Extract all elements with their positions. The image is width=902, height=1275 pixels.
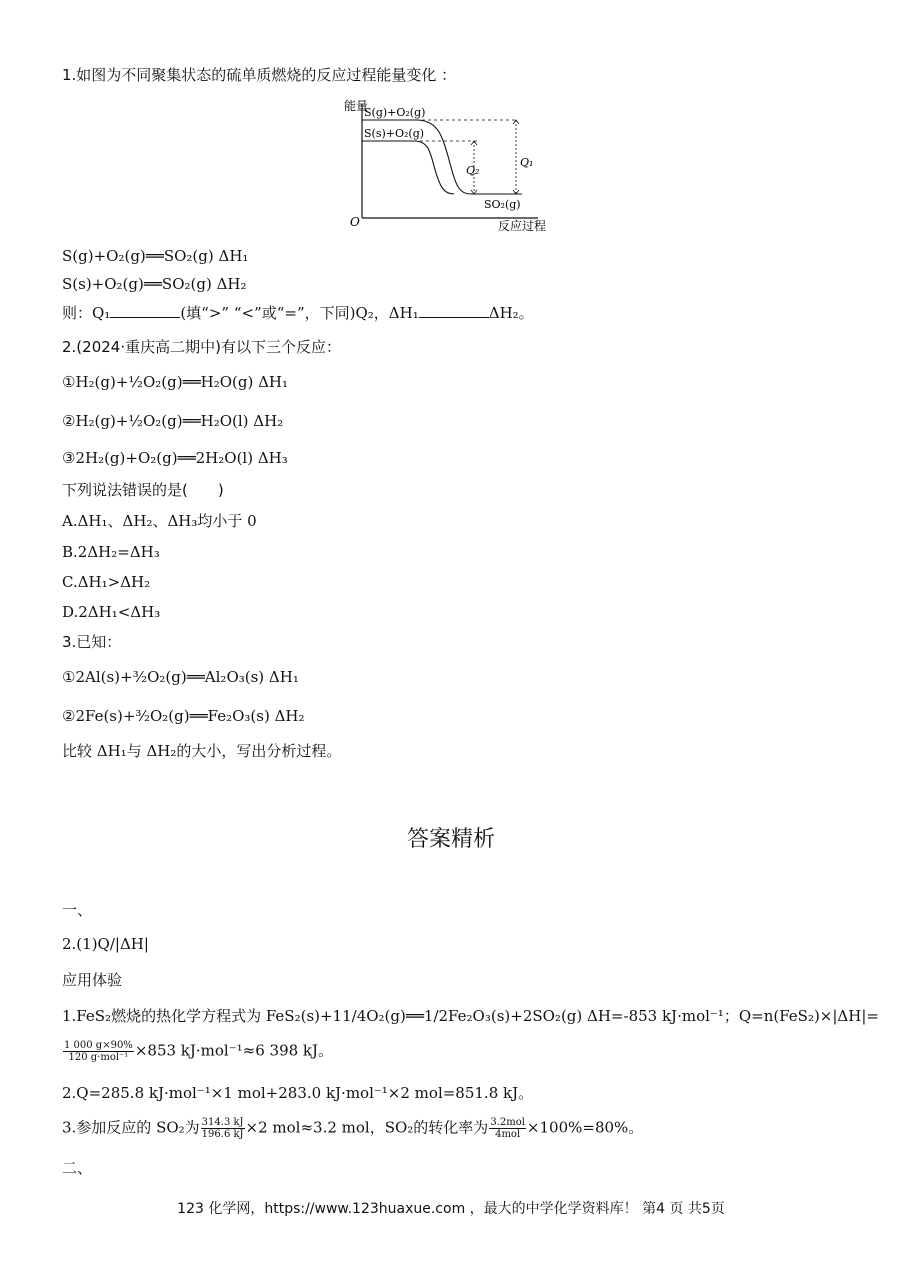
- fill-a: 则：Q₁: [62, 304, 111, 322]
- q2-option-b: B.2ΔH₂=ΔH₃: [62, 543, 160, 561]
- q2-option-a: A.ΔH₁、ΔH₂、ΔH₃均小于 0: [62, 512, 257, 530]
- q2-stem: 下列说法错误的是( ): [62, 481, 224, 499]
- answers-title: 答案精析: [406, 827, 495, 852]
- origin-label: O: [350, 215, 360, 229]
- q1-intro: 1.如图为不同聚集状态的硫单质燃烧的反应过程能量变化 ：: [62, 66, 457, 84]
- label-q2: Q₂: [466, 164, 480, 177]
- q1-eq1: S(g)+O₂(g)══SO₂(g) ΔH₁: [62, 247, 249, 265]
- fill-c: ΔH₂。: [488, 304, 534, 322]
- q2-r1: ①H₂(g)+½O₂(g)══H₂O(g) ΔH₁: [62, 373, 289, 391]
- answer-2-1: 2.(1)Q/|ΔH|: [62, 935, 149, 953]
- label-solid: S(s)+O₂(g): [364, 127, 425, 140]
- answer-1-line2: $\frac{1 000 g\times 90\%}{\text{120 g·mol⁻¹}}$ ×853 kJ·mol⁻¹≈6 398 kJ。: [64, 1040, 334, 1063]
- label-product: SO₂(g): [484, 198, 521, 211]
- answer-2: 2.Q=285.8 kJ·mol⁻¹×1 mol+283.0 kJ·mol⁻¹×2 mol=851.8 kJ。: [62, 1084, 534, 1102]
- section-1-heading: 一、: [62, 901, 93, 919]
- page-footer: 123 化学网，https://www.123huaxue.com ，最大的中学化学资料库！ 第4 页 共5页: [177, 1201, 725, 1217]
- q3-ask: 比较 ΔH₁与 ΔH₂的大小，写出分析过程。: [62, 742, 342, 760]
- q2-option-c: C.ΔH₁>ΔH₂: [62, 573, 151, 591]
- label-gas: S(g)+O₂(g): [364, 106, 426, 119]
- mass-fraction: $\frac{1 000 g\times 90\%}{\text{120 g·mol⁻¹}}$: [64, 1040, 133, 1063]
- fill-b: (填“>” “<”或“=”，下同)Q₂，ΔH₁: [180, 304, 419, 322]
- q2-option-d: D.2ΔH₁<ΔH₃: [62, 603, 161, 621]
- heat-ratio: $\frac{314.3 kJ}{196.6 kJ}$: [201, 1117, 244, 1140]
- section-2-heading: 二、: [62, 1159, 93, 1177]
- y-axis-label: 能量: [344, 99, 369, 113]
- mol-ratio: $\frac{\text{3.2mol}}{\text{4mol}}$: [490, 1117, 525, 1140]
- label-q1: Q₁: [520, 156, 534, 169]
- q3-r2: ②2Fe(s)+³⁄₂O₂(g)══Fe₂O₃(s) ΔH₂: [62, 707, 305, 725]
- q3-intro: 3.已知：: [62, 633, 122, 651]
- q3-r1: ①2Al(s)+³⁄₂O₂(g)══Al₂O₃(s) ΔH₁: [62, 668, 299, 686]
- q2-r3: ③2H₂(g)+O₂(g)══2H₂O(l) ΔH₃: [62, 449, 288, 467]
- answer-1-line1: 1.FeS₂燃烧的热化学方程式为 FeS₂(s)+11/4O₂(g)══1/2Fe₂O₃(s)+2SO₂(g) ΔH=-853 kJ·mol⁻¹；Q=n(FeS₂)×|ΔH|=: [62, 1007, 879, 1025]
- q1-eq2: S(s)+O₂(g)══SO₂(g) ΔH₂: [62, 275, 247, 293]
- answer-blank-1: [110, 303, 180, 318]
- practice-heading: 应用体验: [62, 971, 123, 989]
- q2-r2: ②H₂(g)+½O₂(g)══H₂O(l) ΔH₂: [62, 412, 284, 430]
- q1-fill: [62, 303, 534, 323]
- answer-3: 3.参加反应的 SO₂为 $\frac{314.3 kJ}{196.6 kJ}$ ×2 mol≈3.2 mol，SO₂的转化率为 $\frac{\text{3.2mol}}{\text{4mol}}$ ×100%=80%。: [62, 1117, 644, 1140]
- x-axis-label: 反应过程: [498, 219, 547, 233]
- energy-diagram: [338, 96, 568, 236]
- q2-intro: 2.(2024·重庆高二期中)有以下三个反应：: [62, 338, 341, 356]
- answer-blank-2: [419, 303, 489, 318]
